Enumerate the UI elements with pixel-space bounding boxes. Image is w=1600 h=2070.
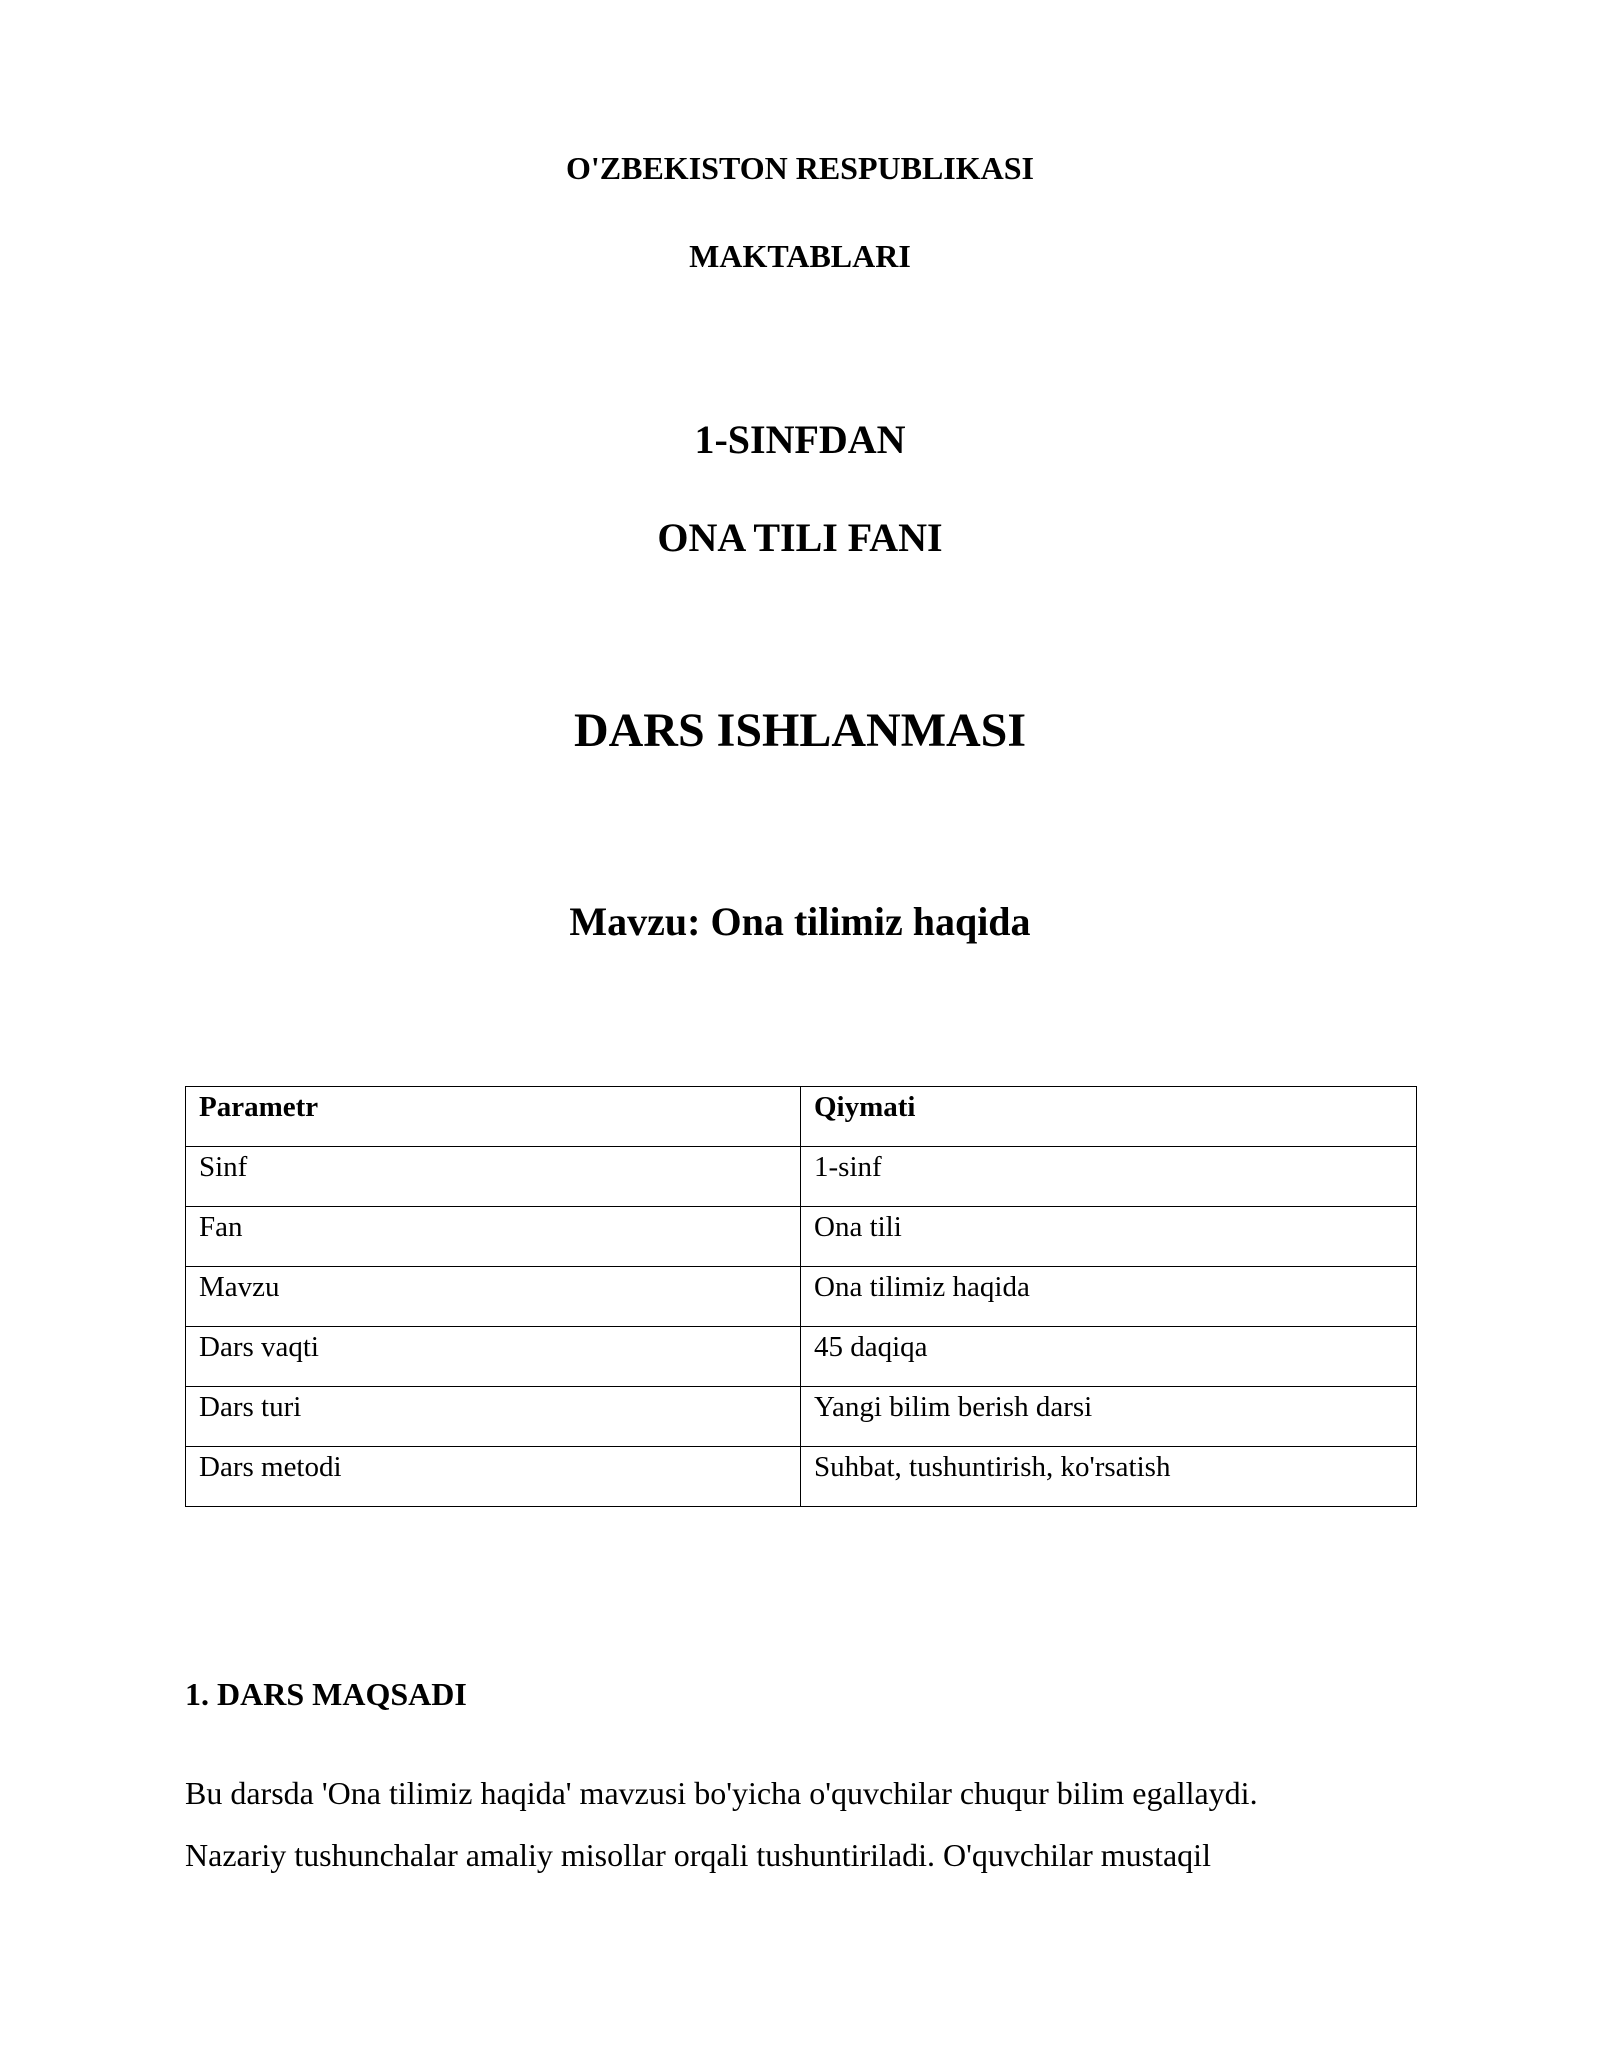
- table-header-parameter: Parametr: [186, 1087, 801, 1147]
- table-row: [186, 1207, 1417, 1267]
- table-cell-parameter: Dars metodi: [186, 1447, 801, 1507]
- table-cell-parameter: Fan: [186, 1207, 801, 1267]
- table-header-value: Qiymati: [801, 1087, 1417, 1147]
- table-cell-parameter: Dars vaqti: [186, 1327, 801, 1387]
- section-heading-lesson-goal: 1. DARS MAQSADI: [185, 1676, 467, 1712]
- schools-heading: MAKTABLARI: [689, 238, 911, 274]
- table-cell-parameter: Mavzu: [186, 1267, 801, 1327]
- table-cell-parameter: Dars turi: [186, 1387, 801, 1447]
- table-cell-value: 1-sinf: [801, 1147, 1417, 1207]
- table-row: [186, 1387, 1417, 1447]
- table-cell-parameter: Sinf: [186, 1147, 801, 1207]
- paragraph-line: Bu darsda 'Ona tilimiz haqida' mavzusi bo'yicha o'quvchilar chuqur bilim egallaydi.: [185, 1775, 1258, 1811]
- topic-heading: Mavzu: Ona tilimiz haqida: [569, 899, 1031, 944]
- table-row: [186, 1267, 1417, 1327]
- paragraph-line: Nazariy tushunchalar amaliy misollar orqali tushuntiriladi. O'quvchilar mustaqil: [185, 1837, 1211, 1873]
- table-row: [186, 1447, 1417, 1507]
- country-heading: O'ZBEKISTON RESPUBLIKASI: [565, 150, 1034, 186]
- table-cell-value: Suhbat, tushuntirish, ko'rsatish: [801, 1447, 1417, 1507]
- table-cell-value: Yangi bilim berish darsi: [801, 1387, 1417, 1447]
- table-row: [186, 1147, 1417, 1207]
- lesson-goal-paragraph: [185, 1762, 1445, 1886]
- table-cell-value: Ona tilimiz haqida: [801, 1267, 1417, 1327]
- table-row: [186, 1327, 1417, 1387]
- table-header-row: [186, 1087, 1417, 1147]
- document-title: DARS ISHLANMASI: [573, 704, 1027, 757]
- table-cell-value: 45 daqiqa: [801, 1327, 1417, 1387]
- table-cell-value: Ona tili: [801, 1207, 1417, 1267]
- grade-heading: 1-SINFDAN: [694, 417, 906, 462]
- parameters-table: [185, 1086, 1417, 1507]
- subject-heading: ONA TILI FANI: [657, 515, 943, 560]
